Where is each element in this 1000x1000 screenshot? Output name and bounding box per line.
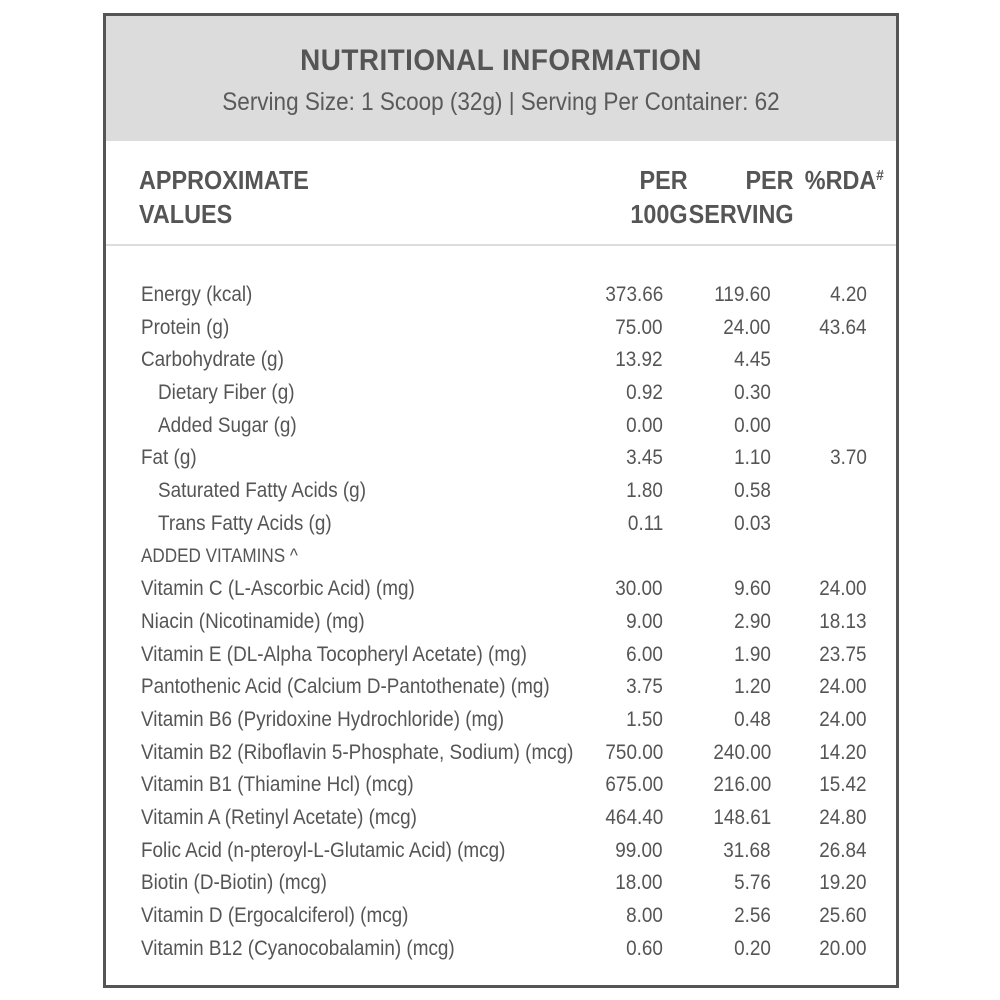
nutrition-panel — [103, 13, 899, 988]
nutrient-label: Saturated Fatty Acids (g) — [158, 479, 366, 503]
column-header-per-100g — [631, 163, 688, 231]
value-per-serving: 5.76 — [734, 871, 771, 895]
value-per-100g: 1.50 — [626, 707, 663, 731]
value-rda: 18.13 — [819, 609, 867, 633]
panel-header — [106, 16, 896, 141]
nutrient-label: Pantothenic Acid (Calcium D-Pantothenate) (mg) — [141, 675, 550, 699]
column-header-values-line1: APPROXIMATE — [139, 165, 309, 195]
value-rda: 24.80 — [819, 806, 867, 829]
table-row — [106, 867, 896, 900]
value-rda: 24.00 — [819, 675, 867, 699]
value-per-serving: 2.90 — [734, 609, 771, 633]
nutrition-table — [106, 279, 896, 965]
table-row — [106, 671, 896, 704]
value-per-100g: 1.80 — [626, 479, 663, 503]
table-row — [106, 508, 896, 541]
value-per-100g: 0.60 — [626, 936, 663, 960]
column-header-per-100g-line1: PER — [639, 165, 688, 195]
value-per-100g: 0.11 — [627, 511, 663, 535]
column-header-rda-label: %RDA — [804, 165, 877, 195]
value-per-serving: 240.00 — [713, 740, 771, 764]
value-per-100g: 6.00 — [626, 642, 663, 666]
table-row — [106, 410, 896, 443]
value-per-100g: 8.00 — [626, 904, 663, 928]
table-row — [106, 900, 896, 933]
table-row — [106, 312, 896, 345]
value-rda: 24.00 — [819, 577, 867, 601]
value-rda: 14.20 — [819, 740, 867, 764]
value-per-100g: 0.92 — [626, 381, 663, 405]
nutrient-label: Vitamin D (Ergocalciferol) (mcg) — [141, 904, 409, 928]
table-row — [106, 442, 896, 475]
table-row — [106, 377, 896, 410]
nutrient-label: Niacin (Nicotinamide) (mg) — [141, 609, 365, 633]
value-per-100g: 3.45 — [626, 446, 663, 470]
column-header-per-serving-line1: PER — [745, 165, 794, 195]
table-row — [106, 279, 896, 312]
table-row — [106, 606, 896, 639]
value-rda: 15.42 — [819, 773, 867, 797]
value-per-serving: 24.00 — [723, 315, 771, 339]
value-per-serving: 1.10 — [734, 446, 771, 470]
nutrient-label: Added Sugar (g) — [158, 413, 297, 437]
value-per-serving: 1.20 — [734, 675, 771, 699]
value-per-serving: 216.00 — [713, 773, 771, 797]
value-per-100g: 30.00 — [615, 577, 663, 601]
table-row — [106, 769, 896, 802]
page-title: NUTRITIONAL INFORMATION — [300, 44, 702, 77]
column-header-per-serving — [689, 163, 794, 231]
table-row — [106, 573, 896, 606]
value-rda: 23.75 — [819, 642, 867, 666]
nutrient-label: Vitamin B6 (Pyridoxine Hydrochloride) (mg) — [141, 707, 505, 731]
value-per-serving: 0.00 — [734, 413, 771, 437]
column-header-values — [139, 163, 309, 231]
value-per-100g: 75.00 — [615, 315, 663, 339]
nutrient-label: Vitamin B1 (Thiamine Hcl) (mcg) — [141, 773, 414, 797]
value-per-100g: 18.00 — [615, 871, 663, 895]
value-rda: 43.64 — [819, 315, 867, 339]
rda-footnote-mark: # — [876, 167, 884, 184]
value-per-100g: 373.66 — [605, 283, 663, 306]
table-row — [106, 704, 896, 737]
value-per-100g: 13.92 — [615, 348, 663, 372]
value-per-100g: 0.00 — [626, 413, 663, 437]
value-per-100g: 675.00 — [605, 773, 663, 797]
nutrient-label: Protein (g) — [141, 315, 230, 339]
nutrient-label: Vitamin B2 (Riboflavin 5-Phosphate, Sodium) (mcg) — [141, 740, 574, 764]
nutrient-label: Biotin (D-Biotin) (mcg) — [141, 871, 327, 895]
value-rda: 3.70 — [830, 446, 867, 470]
value-per-serving: 0.58 — [734, 479, 771, 503]
value-per-serving: 2.56 — [734, 904, 771, 928]
value-per-serving: 9.60 — [734, 577, 771, 601]
value-per-100g: 750.00 — [605, 740, 663, 764]
value-per-serving: 0.20 — [734, 936, 771, 960]
nutrient-label: Trans Fatty Acids (g) — [158, 511, 332, 535]
serving-info: Serving Size: 1 Scoop (32g) | Serving Per Container: 62 — [222, 88, 780, 116]
nutrient-label: Dietary Fiber (g) — [158, 381, 295, 405]
column-header-values-line2: VALUES — [139, 199, 233, 229]
nutrient-label: Folic Acid (n-pteroyl-L-Glutamic Acid) (mcg) — [141, 838, 506, 862]
value-rda: 24.00 — [819, 707, 867, 731]
nutrient-label: Energy (kcal) — [141, 283, 253, 306]
column-header-per-100g-line2: 100G — [630, 199, 688, 229]
table-row — [106, 737, 896, 770]
nutrient-label: Carbohydrate (g) — [141, 348, 284, 372]
value-per-serving: 148.61 — [713, 806, 771, 829]
table-row — [106, 639, 896, 672]
table-row — [106, 475, 896, 508]
table-row — [106, 802, 896, 835]
value-rda: 19.20 — [819, 871, 867, 895]
nutrient-label: ADDED VITAMINS ^ — [141, 545, 298, 567]
nutrient-label: Fat (g) — [141, 446, 197, 470]
table-row — [106, 933, 896, 966]
nutrient-label: Vitamin A (Retinyl Acetate) (mcg) — [141, 806, 417, 829]
section-heading — [106, 541, 896, 574]
value-per-serving: 1.90 — [734, 642, 771, 666]
value-per-serving: 119.60 — [714, 283, 771, 306]
value-per-100g: 99.00 — [615, 838, 663, 862]
value-per-100g: 9.00 — [626, 609, 663, 633]
nutrient-label: Vitamin E (DL-Alpha Tocopheryl Acetate) (mg) — [141, 642, 527, 666]
column-header-per-serving-line2: SERVING — [689, 199, 794, 229]
value-per-serving: 0.30 — [734, 381, 771, 405]
value-per-serving: 0.03 — [734, 511, 771, 535]
table-row — [106, 835, 896, 868]
value-rda: 20.00 — [819, 936, 867, 960]
value-per-100g: 3.75 — [626, 675, 663, 699]
column-header-rda — [805, 163, 884, 197]
nutrient-label: Vitamin B12 (Cyanocobalamin) (mcg) — [141, 936, 455, 960]
value-per-100g: 464.40 — [605, 806, 663, 829]
value-rda: 25.60 — [819, 904, 867, 928]
value-per-serving: 0.48 — [734, 707, 771, 731]
column-headers — [106, 141, 896, 246]
value-per-serving: 31.68 — [723, 838, 771, 862]
table-row — [106, 344, 896, 377]
value-rda: 26.84 — [819, 838, 867, 862]
value-rda: 4.20 — [830, 283, 867, 306]
value-per-serving: 4.45 — [734, 348, 771, 372]
nutrient-label: Vitamin C (L-Ascorbic Acid) (mg) — [141, 577, 415, 601]
